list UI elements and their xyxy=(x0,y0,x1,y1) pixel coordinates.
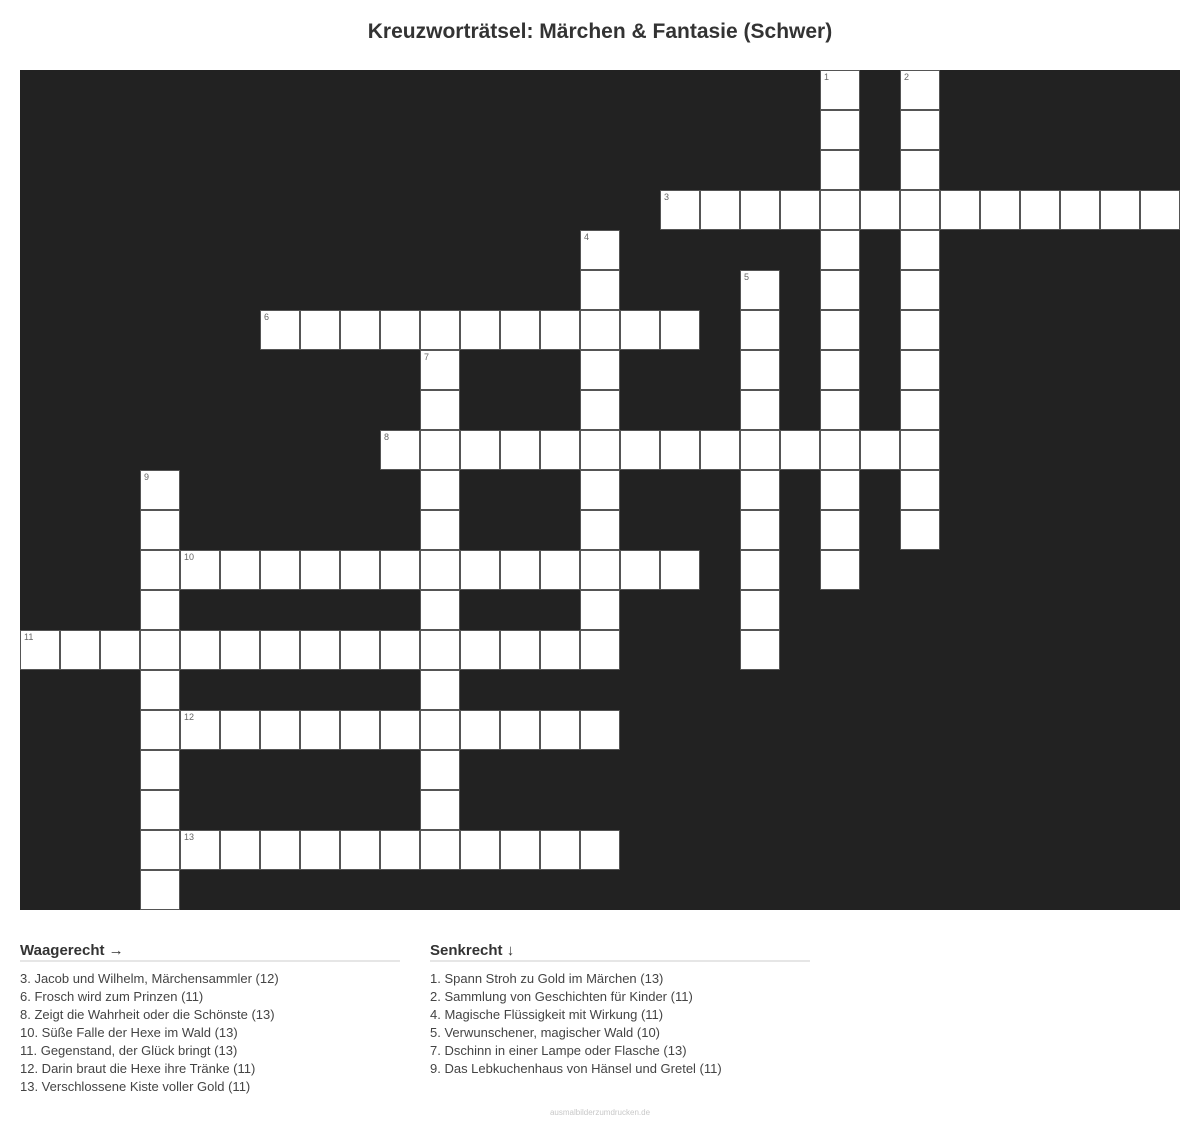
clue-number: 8 xyxy=(384,432,390,442)
crossword-cell[interactable] xyxy=(820,70,860,110)
crossword-cell[interactable] xyxy=(460,430,500,470)
crossword-cell[interactable] xyxy=(500,630,540,670)
crossword-cell[interactable] xyxy=(860,430,900,470)
crossword-cell[interactable] xyxy=(820,270,860,310)
crossword-cell[interactable] xyxy=(740,470,780,510)
crossword-cell[interactable] xyxy=(540,830,580,870)
crossword-cell[interactable] xyxy=(260,550,300,590)
crossword-cell[interactable] xyxy=(580,230,620,270)
crossword-cell[interactable] xyxy=(460,830,500,870)
across-clue: 11. Gegenstand, der Glück bringt (13) xyxy=(20,1043,238,1058)
crossword-cell[interactable] xyxy=(740,510,780,550)
crossword-cell[interactable] xyxy=(580,270,620,310)
clue-number: 3 xyxy=(664,192,670,202)
crossword-cell[interactable] xyxy=(140,750,180,790)
clue-number: 11 xyxy=(24,632,34,642)
across-clue: 3. Jacob und Wilhelm, Märchensammler (12) xyxy=(20,971,279,986)
crossword-cell[interactable] xyxy=(460,710,500,750)
crossword-cell[interactable] xyxy=(140,470,180,510)
crossword-cell[interactable] xyxy=(140,790,180,830)
crossword-cell[interactable] xyxy=(260,830,300,870)
down-clue: 7. Dschinn in einer Lampe oder Flasche (13) xyxy=(430,1043,687,1058)
crossword-cell[interactable] xyxy=(340,630,380,670)
crossword-cell[interactable] xyxy=(820,470,860,510)
crossword-cell[interactable] xyxy=(780,430,820,470)
crossword-cell[interactable] xyxy=(500,830,540,870)
crossword-cell[interactable] xyxy=(420,630,460,670)
crossword-cell[interactable] xyxy=(660,430,700,470)
crossword-grid xyxy=(20,70,1180,910)
clue-number: 6 xyxy=(264,312,270,322)
crossword-cell[interactable] xyxy=(900,470,940,510)
down-heading: Senkrecht ↓ xyxy=(430,942,810,962)
crossword-cell[interactable] xyxy=(260,310,300,350)
crossword-cell[interactable] xyxy=(420,510,460,550)
crossword-cell[interactable] xyxy=(1140,190,1180,230)
crossword-cell[interactable] xyxy=(300,710,340,750)
crossword-cell[interactable] xyxy=(220,550,260,590)
crossword-cell[interactable] xyxy=(420,350,460,390)
crossword-cell[interactable] xyxy=(140,670,180,710)
crossword-cell[interactable] xyxy=(740,270,780,310)
clue-number: 9 xyxy=(144,472,150,482)
crossword-cell[interactable] xyxy=(500,550,540,590)
crossword-cell[interactable] xyxy=(300,630,340,670)
crossword-cell[interactable] xyxy=(420,310,460,350)
crossword-cell[interactable] xyxy=(940,190,980,230)
crossword-cell[interactable] xyxy=(740,630,780,670)
crossword-cell[interactable] xyxy=(540,550,580,590)
crossword-cell[interactable] xyxy=(300,550,340,590)
down-clue: 9. Das Lebkuchenhaus von Hänsel und Gretel (11) xyxy=(430,1061,722,1076)
crossword-cell[interactable] xyxy=(820,310,860,350)
crossword-cell[interactable] xyxy=(580,350,620,390)
crossword-cell[interactable] xyxy=(820,230,860,270)
crossword-cell[interactable] xyxy=(740,350,780,390)
crossword-cell[interactable] xyxy=(580,550,620,590)
crossword-cell[interactable] xyxy=(820,390,860,430)
across-heading: Waagerecht → xyxy=(20,942,400,962)
clue-number: 5 xyxy=(744,272,750,282)
footer-credit: ausmalbilderzumdrucken.de xyxy=(549,1108,651,1117)
crossword-cell[interactable] xyxy=(580,590,620,630)
crossword-cell[interactable] xyxy=(500,310,540,350)
crossword-cell[interactable] xyxy=(740,190,780,230)
crossword-cell[interactable] xyxy=(540,430,580,470)
crossword-cell[interactable] xyxy=(340,710,380,750)
crossword-cell[interactable] xyxy=(260,710,300,750)
crossword-cell[interactable] xyxy=(900,270,940,310)
crossword-cell[interactable] xyxy=(420,430,460,470)
crossword-cell[interactable] xyxy=(340,550,380,590)
crossword-cell[interactable] xyxy=(180,830,220,870)
crossword-cell[interactable] xyxy=(900,350,940,390)
crossword-cell[interactable] xyxy=(380,310,420,350)
crossword-cell[interactable] xyxy=(140,510,180,550)
crossword-cell[interactable] xyxy=(900,230,940,270)
crossword-cell[interactable] xyxy=(620,310,660,350)
crossword-cell[interactable] xyxy=(140,870,180,910)
down-clue: 1. Spann Stroh zu Gold im Märchen (13) xyxy=(430,971,664,986)
crossword-cell[interactable] xyxy=(500,710,540,750)
crossword-cell[interactable] xyxy=(300,310,340,350)
clue-number: 4 xyxy=(584,232,590,242)
crossword-cell[interactable] xyxy=(420,550,460,590)
crossword-cell[interactable] xyxy=(820,510,860,550)
clue-number: 10 xyxy=(184,552,195,562)
crossword-cell[interactable] xyxy=(420,590,460,630)
crossword-cell[interactable] xyxy=(380,550,420,590)
crossword-cell[interactable] xyxy=(740,550,780,590)
crossword-cell[interactable] xyxy=(900,310,940,350)
crossword-cell[interactable] xyxy=(420,670,460,710)
crossword-cell[interactable] xyxy=(380,830,420,870)
crossword-cell[interactable] xyxy=(900,390,940,430)
crossword-cell[interactable] xyxy=(220,710,260,750)
crossword-cell[interactable] xyxy=(580,830,620,870)
crossword-cell[interactable] xyxy=(900,70,940,110)
crossword-cell[interactable] xyxy=(820,430,860,470)
crossword-cell[interactable] xyxy=(580,390,620,430)
crossword-cell[interactable] xyxy=(820,350,860,390)
crossword-cell[interactable] xyxy=(420,790,460,830)
crossword-cell[interactable] xyxy=(900,110,940,150)
crossword-cell[interactable] xyxy=(580,470,620,510)
across-clue: 10. Süße Falle der Hexe im Wald (13) xyxy=(20,1025,238,1040)
crossword-cell[interactable] xyxy=(580,630,620,670)
crossword-cell[interactable] xyxy=(900,430,940,470)
across-clue: 13. Verschlossene Kiste voller Gold (11) xyxy=(20,1079,251,1094)
crossword-cell[interactable] xyxy=(460,550,500,590)
crossword-cell[interactable] xyxy=(300,830,340,870)
crossword-cell[interactable] xyxy=(140,630,180,670)
crossword-cell[interactable] xyxy=(820,150,860,190)
crossword-cell[interactable] xyxy=(900,510,940,550)
clue-number: 2 xyxy=(904,72,910,82)
across-clue: 8. Zeigt die Wahrheit oder die Schönste (13) xyxy=(20,1007,275,1022)
crossword-cell[interactable] xyxy=(620,430,660,470)
crossword-cell[interactable] xyxy=(1060,190,1100,230)
crossword-cell[interactable] xyxy=(420,470,460,510)
down-clue: 2. Sammlung von Geschichten für Kinder (11) xyxy=(430,989,693,1004)
crossword-cell[interactable] xyxy=(580,510,620,550)
down-clue: 4. Magische Flüssigkeit mit Wirkung (11) xyxy=(430,1007,664,1022)
clue-number: 12 xyxy=(184,712,195,722)
clue-number: 13 xyxy=(184,832,195,842)
crossword-cell[interactable] xyxy=(340,310,380,350)
crossword-cell[interactable] xyxy=(900,190,940,230)
crossword-cell[interactable] xyxy=(220,630,260,670)
crossword-cell[interactable] xyxy=(1100,190,1140,230)
crossword-cell[interactable] xyxy=(820,550,860,590)
across-clues-section xyxy=(20,942,400,1096)
across-clue: 6. Frosch wird zum Prinzen (11) xyxy=(20,989,204,1004)
crossword-cell[interactable] xyxy=(700,430,740,470)
crossword-cell[interactable] xyxy=(140,590,180,630)
crossword-cell[interactable] xyxy=(140,710,180,750)
crossword-cell[interactable] xyxy=(740,590,780,630)
crossword-cell[interactable] xyxy=(20,630,60,670)
crossword-cell[interactable] xyxy=(780,190,820,230)
crossword-cell[interactable] xyxy=(100,630,140,670)
crossword-cell[interactable] xyxy=(420,750,460,790)
crossword-cell[interactable] xyxy=(820,190,860,230)
crossword-cell[interactable] xyxy=(180,710,220,750)
crossword-cell[interactable] xyxy=(540,710,580,750)
crossword-cell[interactable] xyxy=(540,310,580,350)
crossword-cell[interactable] xyxy=(140,550,180,590)
crossword-cell[interactable] xyxy=(580,310,620,350)
clue-number: 1 xyxy=(824,72,830,82)
down-clue: 5. Verwunschener, magischer Wald (10) xyxy=(430,1025,661,1040)
crossword-cell[interactable] xyxy=(860,190,900,230)
crossword-cell[interactable] xyxy=(460,310,500,350)
crossword-cell[interactable] xyxy=(820,110,860,150)
crossword-cell[interactable] xyxy=(420,390,460,430)
clue-number: 7 xyxy=(424,352,430,362)
crossword-cell[interactable] xyxy=(500,430,540,470)
crossword-cell[interactable] xyxy=(580,430,620,470)
crossword-cell[interactable] xyxy=(740,310,780,350)
crossword-cell[interactable] xyxy=(380,710,420,750)
crossword-cell[interactable] xyxy=(740,390,780,430)
crossword-cell[interactable] xyxy=(180,550,220,590)
across-clue: 12. Darin braut die Hexe ihre Tränke (11) xyxy=(20,1061,256,1076)
crossword-cell[interactable] xyxy=(900,150,940,190)
crossword-cell[interactable] xyxy=(380,630,420,670)
crossword-cell[interactable] xyxy=(420,830,460,870)
crossword-cell[interactable] xyxy=(540,630,580,670)
crossword-cell[interactable] xyxy=(660,310,700,350)
down-clues-section xyxy=(430,942,810,1078)
crossword-cell[interactable] xyxy=(460,630,500,670)
crossword-cell[interactable] xyxy=(180,630,220,670)
crossword-cell[interactable] xyxy=(60,630,100,670)
crossword-cell[interactable] xyxy=(700,190,740,230)
crossword-cell[interactable] xyxy=(1020,190,1060,230)
crossword-cell[interactable] xyxy=(140,830,180,870)
crossword-cell[interactable] xyxy=(220,830,260,870)
crossword-cell[interactable] xyxy=(620,550,660,590)
crossword-cell[interactable] xyxy=(980,190,1020,230)
crossword-cell[interactable] xyxy=(260,630,300,670)
crossword-cell[interactable] xyxy=(740,430,780,470)
crossword-cell[interactable] xyxy=(660,190,700,230)
crossword-cell[interactable] xyxy=(340,830,380,870)
page-title: Kreuzworträtsel: Märchen & Fantasie (Schwer) xyxy=(367,20,833,43)
crossword-cell[interactable] xyxy=(420,710,460,750)
crossword-cell[interactable] xyxy=(580,710,620,750)
crossword-cell[interactable] xyxy=(660,550,700,590)
crossword-cell[interactable] xyxy=(380,430,420,470)
